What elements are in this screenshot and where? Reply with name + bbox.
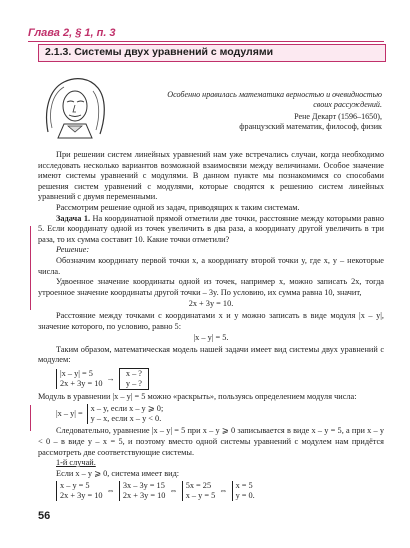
equiv-sign-2: ⇔ — [169, 486, 178, 496]
model-system-eq2: 2x + 3y = 10 — [60, 378, 103, 388]
case-1-system-2 — [119, 481, 166, 501]
epigraph-author-name: Рене Декарт (1596–1650), — [294, 112, 382, 121]
equiv-sign-1: ⇔ — [106, 486, 115, 496]
main-text — [38, 150, 384, 503]
solution-p2: Удвоенное значение координаты одной из точек, например x, можно записать 2x, тогда утроенное значение координаты другой точки – 3y. По условию, их сумма равна 10, значит, — [38, 277, 384, 297]
task-label: Задача 1. — [56, 213, 91, 223]
solution-p4: Таким образом, математическая модель нашей задачи имеет вид системы двух уравнений с модулем: — [38, 344, 384, 365]
solution-label: Решение: — [56, 245, 90, 255]
case-1-system-2-eq1: 3x – 3y = 15 — [122, 481, 165, 491]
intro-paragraph: При решении систем линейных уравнений нам уже встречались случаи, когда необходимо исследовать несколько вариантов возможной взаимосвязи между величинами. Особое значение имеют системы уравнений с модулями. В данном пункте мы познакомимся со способами решения систем уравнений с модулями, которые сводятся к решению систем линейных уравнений с двумя переменными. — [38, 150, 384, 202]
section-title: 2.1.3. Системы двух уравнений с модулями — [45, 46, 274, 58]
case-1-system-3-eq1: 5x = 25 — [185, 481, 212, 491]
module-margin-bar — [30, 405, 31, 431]
model-system-eq1: |x – y| = 5 — [60, 368, 93, 378]
unknown-y: y – ? — [125, 378, 142, 388]
modulus-definition-row — [56, 404, 384, 424]
case-1-text: Если x – y ⩾ 0, система имеет вид: — [56, 468, 180, 478]
case-1-system-1 — [56, 481, 103, 501]
case-1-system-2-eq2: 2x + 3y = 10 — [122, 491, 166, 501]
solution-margin-bar — [30, 226, 31, 310]
case-1-system-4 — [232, 481, 255, 501]
epigraph-quote — [116, 90, 382, 110]
equiv-sign-3: ⇔ — [219, 486, 228, 496]
equation-modulus: |x – y| = 5. — [193, 333, 229, 343]
case-1-system-3-eq2: x – y = 5 — [185, 491, 216, 501]
solution-p3: Расстояние между точками с координатами x и y можно записать в виде модуля |x – y|, значение которого, по условию, равно 5: — [38, 310, 384, 331]
epigraph-quote-line-2: своих рассуждений. — [313, 100, 382, 109]
modulus-lhs: |x – y| = — [56, 409, 83, 419]
case-1-systems — [56, 481, 384, 501]
case-1-system-4-eq2: y = 0. — [235, 491, 255, 501]
epigraph-author-title: французский математик, философ, физик — [239, 122, 382, 131]
case-1-system-1-eq1: x – y = 5 — [60, 481, 90, 491]
section-title-box — [38, 44, 386, 62]
case-1-label: 1-й случай. — [56, 458, 96, 468]
equation-sum: 2x + 3y = 10. — [188, 299, 234, 309]
case-1-system-4-eq1: x = 5 — [235, 481, 253, 491]
task-text: На координатной прямой отметили две точки, расстояние между которыми равно 5. Если координату одной из точек увеличить в два раза, а координату другой увеличить в три раза, то их сумма составит 10. Какие точки отметили? — [38, 213, 384, 244]
descartes-portrait — [38, 72, 112, 142]
model-arrow: → — [106, 373, 115, 383]
task-paragraph — [38, 214, 384, 246]
unknown-x: x – ? — [125, 368, 142, 378]
solution-p6: Следовательно, уравнение |x – y| = 5 при x – y ⩾ 0 записывается в виде x – y = 5, а при x – y < 0 – в виде y – x = 5, и поэтому вместо одной системы уравнений с модулем нам придётся рассмотреть две соответствующие системы. — [38, 426, 384, 457]
page-number: 56 — [38, 510, 51, 522]
epigraph-author — [116, 112, 382, 132]
model-system-row — [56, 368, 384, 390]
case-1-system-1-eq2: 2x + 3y = 10 — [60, 491, 103, 501]
modulus-case-2: y – x, если x – y < 0. — [90, 414, 162, 424]
model-system — [56, 369, 103, 389]
case-1-system-3 — [182, 481, 216, 501]
solution-p1: Обозначим координату первой точки x, а координату второй точки y, где x, y – некоторые числа. — [38, 255, 384, 276]
chapter-header — [28, 27, 384, 42]
modulus-case-1: x – y, если x – y ⩾ 0; — [90, 404, 164, 414]
modulus-cases — [87, 404, 164, 424]
unknowns-box — [119, 368, 149, 390]
intro-paragraph-2: Рассмотрим решение одной из задач, приводящих к таким системам. — [56, 202, 300, 212]
epigraph-quote-line-1: Особенно нравилась математика верностью и очевидностью — [167, 90, 382, 99]
solution-p5: Модуль в уравнении |x – y| = 5 можно «раскрыть», пользуясь определением модуля числа: — [38, 391, 357, 401]
chapter-label: Глава 2, § 1, п. 3 — [28, 27, 116, 39]
